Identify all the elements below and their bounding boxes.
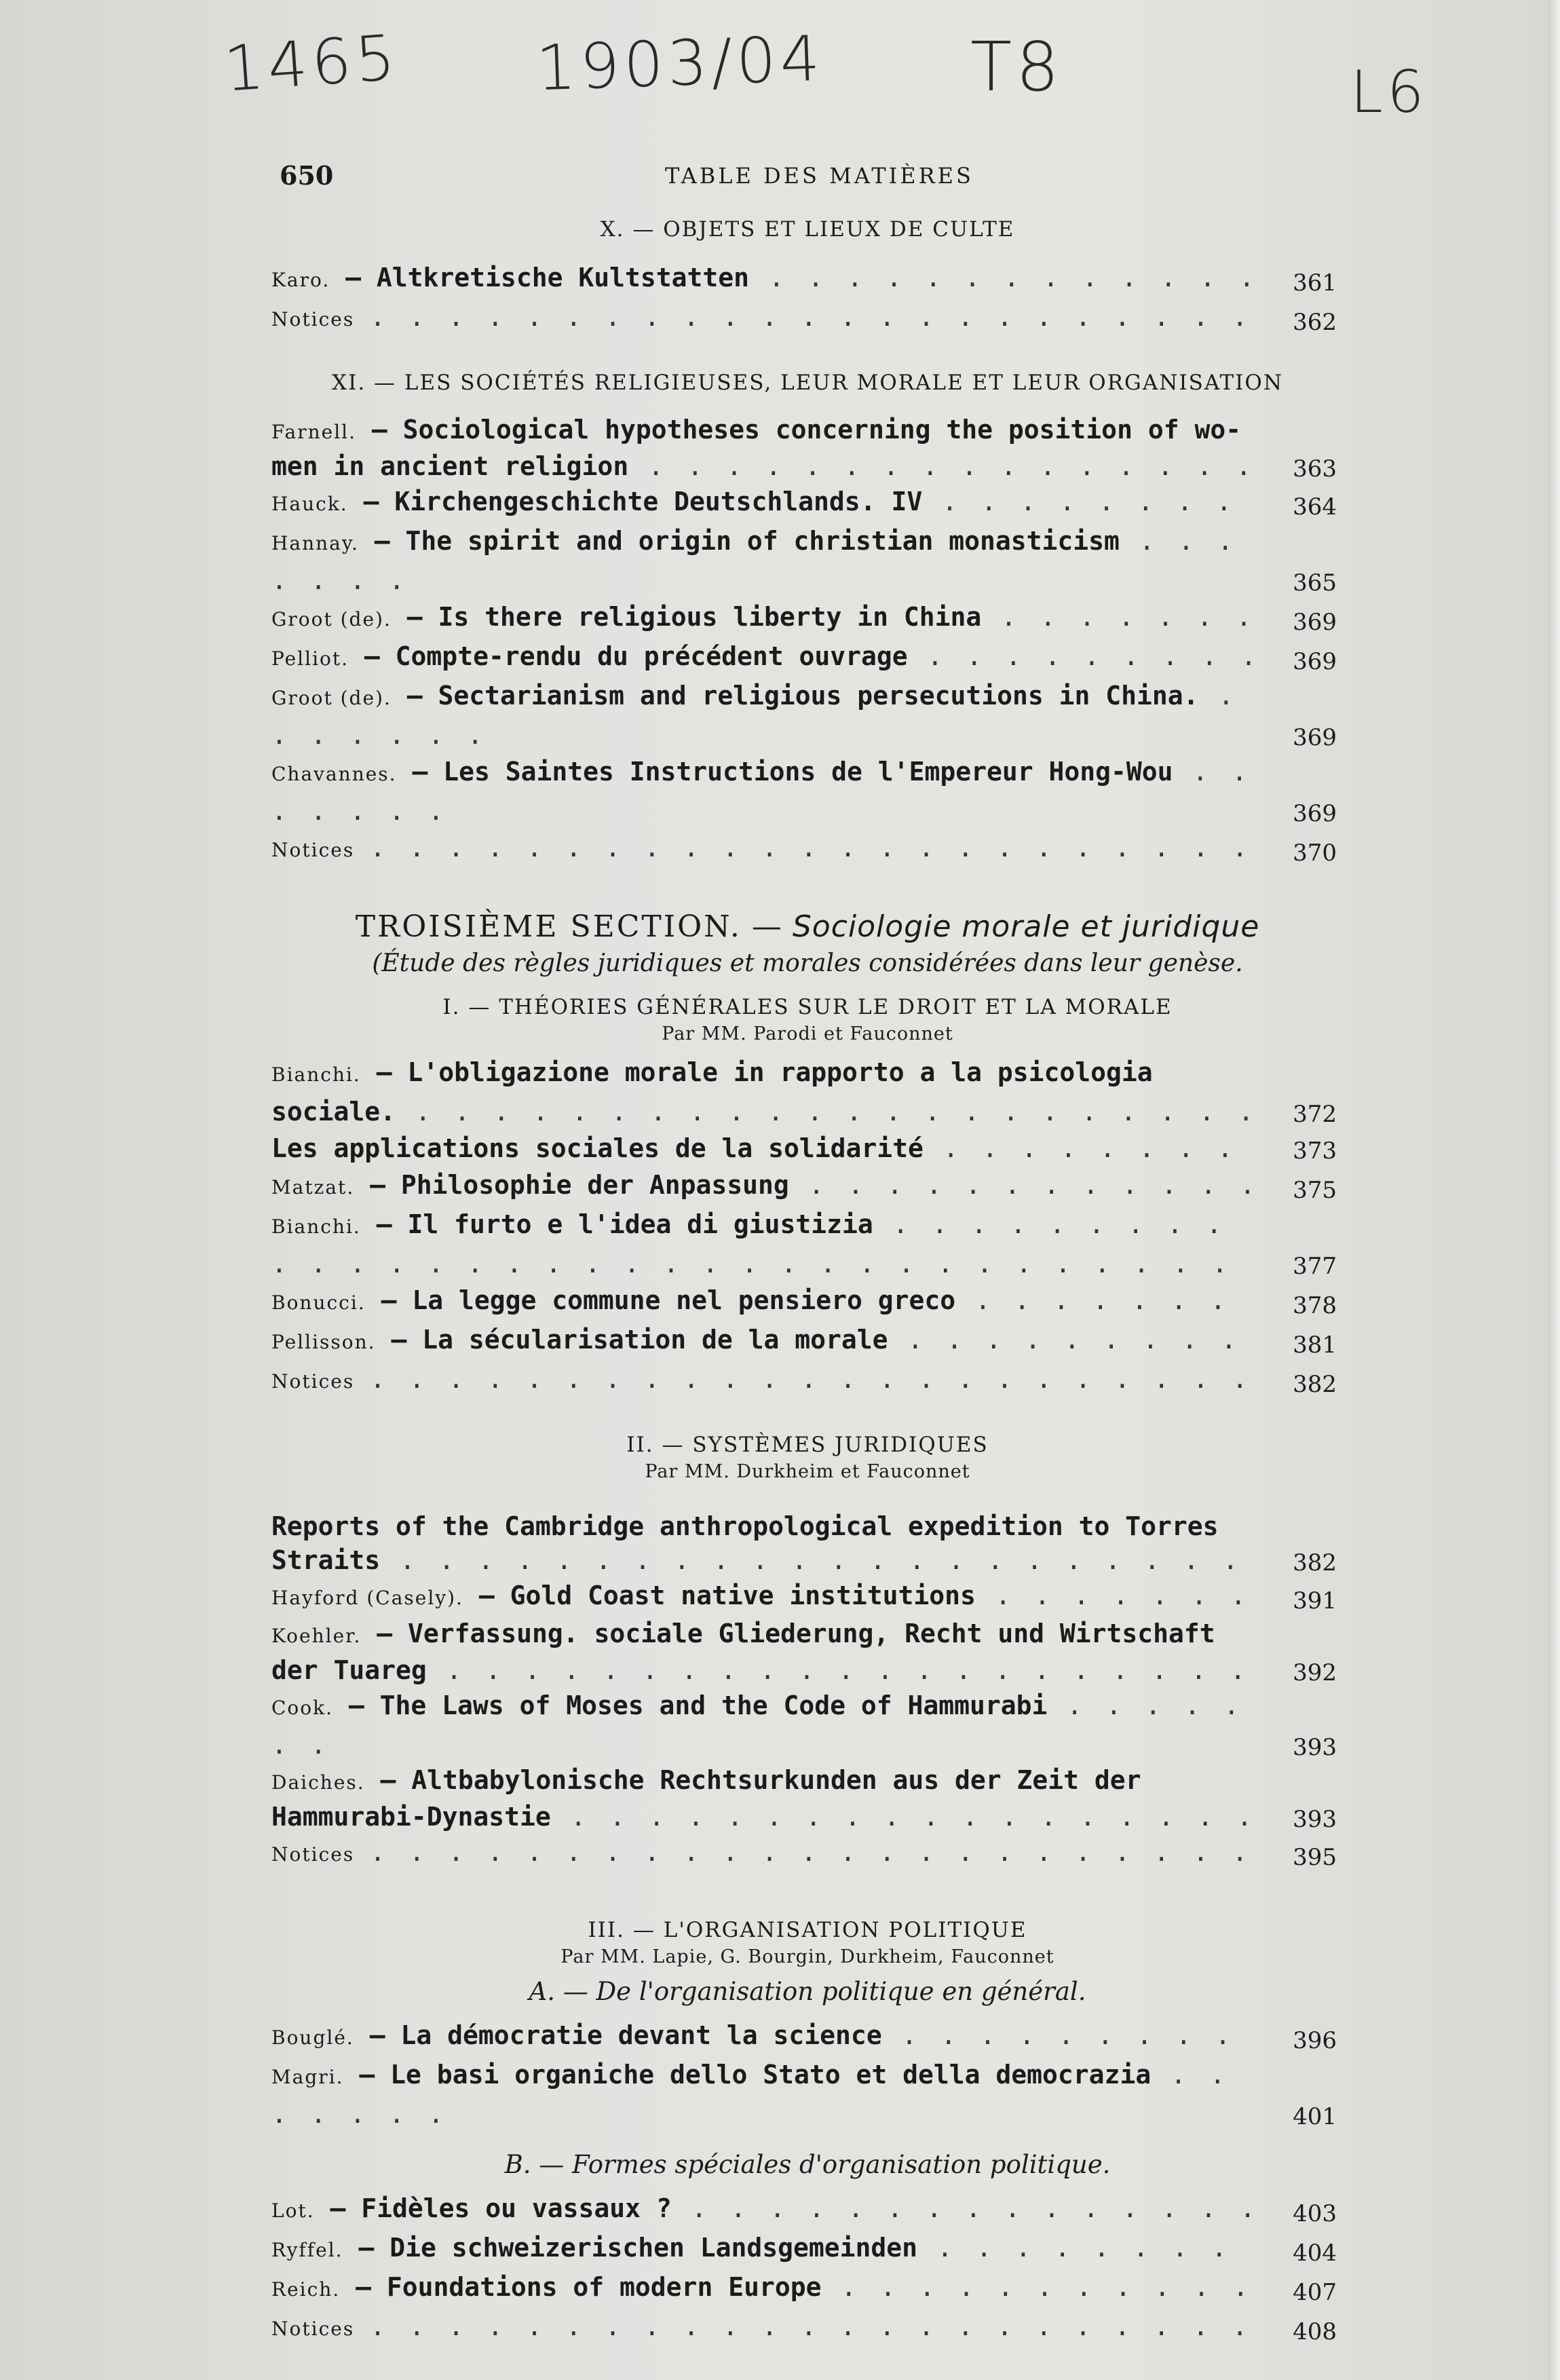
leader-dots: . . . . . . . . . . . . — [788, 1170, 1259, 1200]
entry-title: — Compte-rendu du précédent ouvrage — [364, 641, 908, 671]
entry-page: 369 — [1293, 609, 1337, 636]
entry-page: 363 — [1293, 455, 1337, 483]
entry-title-continued: Hammurabi-Dynastie — [271, 1802, 551, 1832]
toc-entry — [271, 2269, 1344, 2308]
toc-entry — [271, 2056, 1344, 2132]
entry-title: — Foundations of modern Europe — [356, 2272, 822, 2302]
entry-page: 401 — [1293, 2103, 1337, 2130]
toc-entry — [271, 1321, 1344, 1361]
entry-author: Reich. — [271, 2278, 341, 2301]
entry-page: 393 — [1293, 1806, 1337, 1833]
entry-author: Farnell. — [271, 421, 357, 443]
entry-page: 393 — [1293, 1734, 1337, 1761]
toc-entry — [271, 1509, 1344, 1577]
entry-author: Hannay. — [271, 532, 359, 554]
leader-dots: . . . . . . . . . . . . . . . . . . — [550, 1802, 1257, 1832]
handwritten-note-2: 1903/04 — [535, 22, 825, 105]
entry-author: Hayford (Casely). — [271, 1587, 463, 1609]
entry-page: 369 — [1293, 800, 1337, 827]
entry-page: 391 — [1293, 1587, 1337, 1614]
toc-entry — [271, 299, 1344, 338]
page-edge — [1548, 0, 1560, 2380]
toc-entry — [271, 1167, 1344, 1206]
handwritten-note-1: 1465 — [221, 21, 402, 106]
leader-dots: . . . . . . . . . . . . . . . . . . . . . . . — [370, 1364, 1252, 1394]
entry-page: 403 — [1293, 2200, 1337, 2227]
leader-dots: . . . . . . . . . . . . . . . . . . . . . . . — [370, 1837, 1252, 1867]
subsection-heading-b: B. — Formes spéciales d'organisation politique. — [504, 2150, 1111, 2179]
table-of-contents — [271, 217, 1344, 2347]
leader-dots: . . . . . . . . . . . — [821, 2272, 1253, 2302]
entry-author: Lot. — [271, 2199, 315, 2222]
entry-title: — Fidèles ou vassaux ? — [330, 2193, 672, 2223]
entry-list — [271, 413, 1344, 869]
entry-list — [271, 1054, 1344, 1400]
section-heading: XI. — LES SOCIÉTÉS RELIGIEUSES, LEUR MORALE ET LEUR ORGANISATION — [332, 371, 1283, 395]
entry-title: — Altkretische Kultstatten — [345, 263, 749, 292]
entry-page: 364 — [1293, 493, 1337, 521]
entry-page: 404 — [1293, 2240, 1337, 2267]
entry-list — [271, 1509, 1344, 1873]
leader-dots: . . . . . . . . . . . . . . . . — [628, 451, 1256, 481]
leader-dots: . . . . . . . . . . . . . . . . . . . . . — [426, 1655, 1250, 1685]
leader-dots: . . . . . . . — [271, 681, 1238, 750]
entry-author: Groot (de). — [271, 687, 392, 709]
toc-entry — [271, 2229, 1344, 2269]
entry-author: Bianchi. — [271, 1215, 361, 1238]
entry-author: Bianchi. — [271, 1063, 361, 1086]
leader-dots: . . . . . . . . — [923, 1133, 1237, 1163]
entry-author: Pelliot. — [271, 647, 349, 670]
leader-dots: . . . . . . . . . . . . . . . . . . . . . . . — [370, 302, 1252, 332]
toc-entry — [271, 1361, 1344, 1400]
entry-title: — The spirit and origin of christian monasticism — [374, 526, 1120, 556]
leader-dots: . . . . . . . — [271, 1690, 1244, 1760]
entry-title: — La sécularisation de la morale — [391, 1325, 888, 1355]
entry-author: Hauck. — [271, 493, 348, 515]
entry-page: 378 — [1293, 1292, 1337, 1319]
section-byline: Par MM. Parodi et Fauconnet — [662, 1023, 953, 1044]
entry-page: 373 — [1293, 1137, 1337, 1165]
leader-dots: . . . . . . . . . . . . . — [748, 263, 1259, 292]
toc-entry — [271, 1282, 1344, 1321]
entry-author: Pellisson. — [271, 1331, 376, 1353]
part-title-main: TROISIÈME SECTION. — [355, 909, 742, 944]
toc-entry — [271, 1687, 1344, 1763]
leader-dots: . . . . . . . . . — [881, 2020, 1235, 2050]
entry-title: — La démocratie devant la science — [369, 2020, 882, 2050]
toc-entry — [271, 1763, 1344, 1834]
part-title-sub: Sociologie morale et juridique — [792, 909, 1260, 944]
entry-title: — Sociological hypotheses concerning the position of wo- — [371, 415, 1242, 445]
entry-author: Daiches. — [271, 1771, 365, 1794]
entry-page: 392 — [1293, 1659, 1337, 1686]
page-number: 650 — [280, 160, 334, 191]
section-heading: II. — SYSTÈMES JURIDIQUES — [626, 1433, 989, 1457]
toc-entry — [271, 483, 1344, 523]
entry-page: 382 — [1293, 1549, 1337, 1576]
entry-page: 361 — [1293, 269, 1337, 297]
entry-title: — La legge commune nel pensiero greco — [381, 1285, 956, 1315]
running-head: TABLE DES MATIÈRES — [665, 163, 974, 189]
entry-author: Matzat. — [271, 1176, 355, 1198]
entry-author: Karo. — [271, 269, 330, 291]
entry-title: — Verfassung. sociale Gliederung, Recht und Wirtschaft — [377, 1619, 1215, 1648]
entry-page: 369 — [1293, 724, 1337, 751]
entry-page: 408 — [1293, 2318, 1337, 2345]
entry-author: Chavannes. — [271, 763, 397, 785]
entry-author: Ryffel. — [271, 2239, 343, 2261]
section-byline: Par MM. Lapie, G. Bourgin, Durkheim, Fauconnet — [560, 1946, 1054, 1967]
section-heading: X. — OBJETS ET LIEUX DE CULTE — [600, 217, 1015, 242]
toc-entry — [271, 413, 1344, 483]
entry-author: Notices — [271, 308, 355, 330]
entry-author: Notices — [271, 2318, 355, 2340]
entry-author: Notices — [271, 839, 355, 861]
leader-dots: . . . . . . . — [975, 1581, 1251, 1610]
toc-entry — [271, 677, 1344, 753]
toc-entry — [271, 599, 1344, 638]
entry-author: Bouglé. — [271, 2026, 354, 2049]
section-byline: Par MM. Durkheim et Fauconnet — [645, 1461, 970, 1482]
toc-entry — [271, 829, 1344, 869]
leader-dots: . . . . . . . . — [917, 2233, 1232, 2263]
part-title-dash: — — [741, 909, 793, 944]
handwritten-note-3: T8 — [970, 27, 1063, 107]
leader-dots: . . . . . . . . . . . . . . . . . . . . . . . — [370, 2311, 1252, 2341]
entry-title: Les applications sociales de la solidarité — [271, 1133, 924, 1163]
entry-title: — Altbabylonische Rechtsurkunden aus der Zeit der — [380, 1765, 1141, 1795]
entry-page: 375 — [1293, 1177, 1337, 1204]
entry-title: — L'obligazione morale in rapporto a la psicologia sociale. — [271, 1057, 1153, 1127]
entry-list — [271, 2017, 1344, 2132]
leader-dots: . . . . . . . — [271, 526, 1238, 595]
entry-page: 362 — [1293, 309, 1337, 336]
entry-list — [271, 259, 1344, 338]
entry-page: 377 — [1293, 1253, 1337, 1280]
entry-page: 370 — [1293, 839, 1337, 867]
leader-dots: . . . . . . . . . . . . . . . . . . . . . . . . . . . . . . . . . . — [271, 1209, 1232, 1279]
leader-dots: . . . . . . . . . . . . . . . . . . . . . . — [396, 1097, 1258, 1127]
leader-dots: . . . . . . . . . . . . . . . — [671, 2193, 1260, 2223]
entry-author: Notices — [271, 1843, 355, 1866]
toc-entry — [271, 1834, 1344, 1873]
toc-entry — [271, 1617, 1344, 1687]
leader-dots: . . . . . . . . . . . . . . . . . . . . . . — [380, 1545, 1242, 1575]
toc-entry — [271, 2308, 1344, 2347]
toc-entry — [271, 1577, 1344, 1617]
entry-page: 382 — [1293, 1371, 1337, 1398]
entry-author: Koehler. — [271, 1625, 362, 1647]
section-heading: III. — L'ORGANISATION POLITIQUE — [588, 1918, 1027, 1942]
part-note: (Étude des règles juridiques et morales considérées dans leur genèse. — [372, 949, 1243, 977]
subsection-heading-a: A. — De l'organisation politique en général. — [529, 1977, 1086, 2006]
entry-title: — Sectarianism and religious persecutions in China. — [406, 681, 1199, 711]
entry-page: 365 — [1293, 569, 1337, 597]
toc-entry — [271, 259, 1344, 299]
toc-entry — [271, 2190, 1344, 2229]
toc-entry — [271, 523, 1344, 599]
section-heading: I. — THÉORIES GÉNÉRALES SUR LE DROIT ET LA MORALE — [442, 995, 1173, 1019]
entry-list — [271, 2190, 1344, 2347]
entry-author: Magri. — [271, 2066, 344, 2088]
entry-page: 395 — [1293, 1844, 1337, 1871]
toc-entry — [271, 753, 1344, 829]
leader-dots: . . . . . . . — [981, 602, 1256, 632]
entry-title-continued: Straits — [271, 1545, 381, 1575]
entry-title: — Le basi organiche dello Stato et della democrazia — [359, 2060, 1152, 2090]
entry-title: — Die schweizerischen Landsgemeinden — [358, 2233, 918, 2263]
entry-title: — The Laws of Moses and the Code of Hammurabi — [348, 1690, 1048, 1720]
leader-dots: . . . . . . . . . — [907, 641, 1261, 671]
entry-author: Notices — [271, 1370, 355, 1393]
leader-dots: . . . . . . . — [271, 2060, 1230, 2129]
leader-dots: . . . . . . . . — [922, 487, 1236, 516]
entry-title: — Gold Coast native institutions — [478, 1581, 976, 1610]
entry-title: — Is there religious liberty in China — [406, 602, 982, 632]
leader-dots: . . . . . . . — [271, 757, 1252, 826]
entry-author: Cook. — [271, 1697, 334, 1719]
entry-page: 396 — [1293, 2027, 1337, 2054]
toc-entry — [271, 1130, 1344, 1167]
leader-dots: . . . . . . . . . . . . . . . . . . . . . . . — [370, 833, 1252, 863]
part-title — [271, 909, 1344, 944]
entry-title: — Kirchengeschichte Deutschlands. IV — [363, 487, 923, 516]
entry-title-continued: der Tuareg — [271, 1655, 427, 1685]
entry-page: 407 — [1293, 2279, 1337, 2306]
entry-title: — Philosophie der Anpassung — [370, 1170, 789, 1200]
entry-title: Reports of the Cambridge anthropological expedition to Torres — [271, 1511, 1219, 1541]
entry-page: 381 — [1293, 1331, 1337, 1359]
entry-author: Groot (de). — [271, 608, 392, 630]
toc-entry — [271, 638, 1344, 677]
entry-author: Bonucci. — [271, 1291, 366, 1314]
entry-title: — Il furto e l'idea di giustizia — [376, 1209, 873, 1239]
entry-page: 369 — [1293, 648, 1337, 675]
leader-dots: . . . . . . . — [955, 1285, 1230, 1315]
toc-entry — [271, 1054, 1344, 1130]
toc-entry — [271, 1206, 1344, 1282]
handwritten-note-4: L6 — [1350, 58, 1428, 126]
entry-page: 372 — [1293, 1101, 1337, 1128]
toc-entry — [271, 2017, 1344, 2056]
entry-title: — Les Saintes Instructions de l'Empereur Hong-Wou — [412, 757, 1173, 787]
entry-title-continued: men in ancient religion — [271, 451, 629, 481]
leader-dots: . . . . . . . . . — [888, 1325, 1241, 1355]
